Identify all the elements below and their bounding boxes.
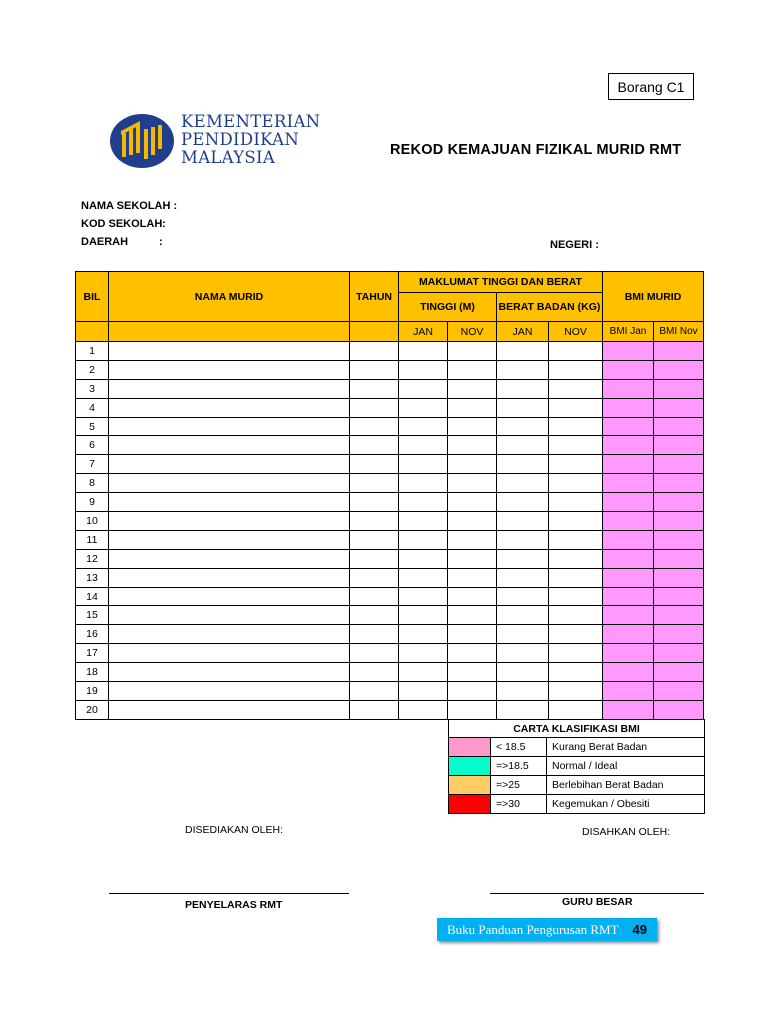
kod-sekolah-colon: : (162, 218, 166, 230)
legend-label: Kegemukan / Obesiti (547, 795, 705, 814)
berat-jan-cell[interactable] (497, 606, 549, 625)
berat-jan-cell[interactable] (497, 436, 549, 455)
tinggi-jan-cell[interactable] (399, 549, 448, 568)
bmi-jan-cell[interactable] (603, 360, 654, 379)
legend-row (449, 738, 705, 757)
tinggi-jan-cell[interactable] (399, 587, 448, 606)
student-record-table (75, 271, 704, 720)
prepared-by-label: DISEDIAKAN OLEH: (185, 824, 284, 836)
kod-sekolah-label: KOD SEKOLAH (81, 218, 163, 230)
table-row (76, 700, 704, 719)
table-row (76, 606, 704, 625)
berat-nov-cell[interactable] (549, 493, 603, 512)
table-row (76, 587, 704, 606)
footer-page-number: 49 (632, 922, 647, 937)
header-maklumat: MAKLUMAT TINGGI DAN BERAT (399, 272, 603, 293)
legend-label: Berlebihan Berat Badan (547, 776, 705, 795)
table-row (76, 530, 704, 549)
tinggi-nov-cell[interactable] (448, 436, 497, 455)
bmi-nov-cell[interactable] (654, 625, 704, 644)
legend-range: < 18.5 (491, 738, 547, 757)
table-row (76, 663, 704, 682)
legend-title: CARTA KLASIFIKASI BMI (449, 720, 705, 738)
form-code-box: Borang C1 (608, 73, 694, 100)
bmi-nov-cell[interactable] (654, 606, 704, 625)
berat-jan-cell[interactable] (497, 682, 549, 701)
daerah-label: DAERAH (81, 236, 129, 248)
berat-nov-cell[interactable] (549, 700, 603, 719)
legend-color-swatch (449, 795, 491, 814)
bmi-jan-cell[interactable] (603, 474, 654, 493)
negeri-label: NEGERI : (550, 239, 599, 251)
tinggi-jan-cell[interactable] (399, 436, 448, 455)
tinggi-nov-cell[interactable] (448, 398, 497, 417)
header-tahun-filler (350, 322, 399, 342)
bmi-nov-cell[interactable] (654, 549, 704, 568)
berat-jan-cell[interactable] (497, 663, 549, 682)
ministry-line-3: MALAYSIA (181, 148, 276, 167)
berat-jan-cell[interactable] (497, 342, 549, 361)
bmi-jan-cell[interactable] (603, 568, 654, 587)
tinggi-jan-cell[interactable] (399, 360, 448, 379)
ministry-line-1: KEMENTERIAN (181, 112, 321, 131)
legend-range: =>25 (491, 776, 547, 795)
nama-cell[interactable] (109, 360, 350, 379)
header-bil-filler (76, 322, 109, 342)
nama-cell[interactable] (109, 663, 350, 682)
berat-nov-cell[interactable] (549, 455, 603, 474)
nama-cell[interactable] (109, 644, 350, 663)
bil-cell: 7 (76, 455, 109, 474)
berat-jan-cell[interactable] (497, 379, 549, 398)
legend-label: Kurang Berat Badan (547, 738, 705, 757)
sub-header-bmi-jan: BMI Jan (603, 322, 654, 342)
legend-row (449, 776, 705, 795)
bmi-jan-cell[interactable] (603, 549, 654, 568)
tinggi-nov-cell[interactable] (448, 493, 497, 512)
bil-cell: 12 (76, 549, 109, 568)
tahun-cell[interactable] (350, 587, 399, 606)
tinggi-nov-cell[interactable] (448, 663, 497, 682)
sub-header-tinggi-jan: JAN (399, 322, 448, 342)
bmi-jan-cell[interactable] (603, 625, 654, 644)
berat-jan-cell[interactable] (497, 360, 549, 379)
bil-cell: 6 (76, 436, 109, 455)
tahun-cell[interactable] (350, 436, 399, 455)
tinggi-nov-cell[interactable] (448, 625, 497, 644)
legend-label: Normal / Ideal (547, 757, 705, 776)
nama-cell[interactable] (109, 530, 350, 549)
tinggi-jan-cell[interactable] (399, 398, 448, 417)
bmi-nov-cell[interactable] (654, 360, 704, 379)
bil-cell: 10 (76, 512, 109, 531)
legend-color-swatch (449, 738, 491, 757)
berat-jan-cell[interactable] (497, 568, 549, 587)
bmi-jan-cell[interactable] (603, 417, 654, 436)
tahun-cell[interactable] (350, 606, 399, 625)
daerah-colon: : (159, 236, 163, 248)
bmi-nov-cell[interactable] (654, 493, 704, 512)
table-row (76, 398, 704, 417)
bmi-nov-cell[interactable] (654, 455, 704, 474)
sub-header-bmi-nov: BMI Nov (654, 322, 704, 342)
bil-cell: 8 (76, 474, 109, 493)
berat-nov-cell[interactable] (549, 644, 603, 663)
legend-row (449, 757, 705, 776)
bmi-nov-cell[interactable] (654, 474, 704, 493)
bil-cell: 1 (76, 342, 109, 361)
legend-row (449, 795, 705, 814)
bmi-jan-cell[interactable] (603, 530, 654, 549)
berat-jan-cell[interactable] (497, 398, 549, 417)
tahun-cell[interactable] (350, 549, 399, 568)
bmi-jan-cell[interactable] (603, 663, 654, 682)
tinggi-jan-cell[interactable] (399, 530, 448, 549)
tahun-cell[interactable] (350, 644, 399, 663)
nama-cell[interactable] (109, 493, 350, 512)
bmi-jan-cell[interactable] (603, 398, 654, 417)
tinggi-jan-cell[interactable] (399, 682, 448, 701)
berat-jan-cell[interactable] (497, 455, 549, 474)
berat-nov-cell[interactable] (549, 606, 603, 625)
tinggi-nov-cell[interactable] (448, 512, 497, 531)
table-row (76, 549, 704, 568)
bmi-nov-cell[interactable] (654, 644, 704, 663)
berat-jan-cell[interactable] (497, 530, 549, 549)
bil-cell: 17 (76, 644, 109, 663)
bmi-nov-cell[interactable] (654, 587, 704, 606)
bil-cell: 20 (76, 700, 109, 719)
bil-cell: 19 (76, 682, 109, 701)
table-row (76, 417, 704, 436)
tinggi-nov-cell[interactable] (448, 644, 497, 663)
tahun-cell[interactable] (350, 474, 399, 493)
berat-jan-cell[interactable] (497, 512, 549, 531)
berat-nov-cell[interactable] (549, 379, 603, 398)
bil-cell: 16 (76, 625, 109, 644)
berat-nov-cell[interactable] (549, 436, 603, 455)
bmi-nov-cell[interactable] (654, 700, 704, 719)
berat-nov-cell[interactable] (549, 663, 603, 682)
bil-cell: 4 (76, 398, 109, 417)
berat-nov-cell[interactable] (549, 625, 603, 644)
tahun-cell[interactable] (350, 379, 399, 398)
nama-cell[interactable] (109, 568, 350, 587)
tinggi-jan-cell[interactable] (399, 663, 448, 682)
berat-nov-cell[interactable] (549, 417, 603, 436)
legend-range: =>30 (491, 795, 547, 814)
bmi-nov-cell[interactable] (654, 342, 704, 361)
table-row (76, 455, 704, 474)
nama-cell[interactable] (109, 342, 350, 361)
footer-bar (437, 918, 657, 941)
tahun-cell[interactable] (350, 663, 399, 682)
legend-range: =>18.5 (491, 757, 547, 776)
berat-nov-cell[interactable] (549, 549, 603, 568)
berat-nov-cell[interactable] (549, 587, 603, 606)
nama-cell[interactable] (109, 474, 350, 493)
table-row (76, 512, 704, 531)
bil-cell: 14 (76, 587, 109, 606)
tinggi-jan-cell[interactable] (399, 606, 448, 625)
bmi-nov-cell[interactable] (654, 530, 704, 549)
berat-jan-cell[interactable] (497, 549, 549, 568)
nama-cell[interactable] (109, 682, 350, 701)
tahun-cell[interactable] (350, 398, 399, 417)
approved-signature-line (490, 893, 704, 894)
tinggi-nov-cell[interactable] (448, 587, 497, 606)
ministry-logo-text (181, 113, 320, 167)
bil-cell: 18 (76, 663, 109, 682)
ministry-logo-emblem (109, 113, 175, 169)
tinggi-jan-cell[interactable] (399, 342, 448, 361)
nama-cell[interactable] (109, 512, 350, 531)
bmi-nov-cell[interactable] (654, 512, 704, 531)
berat-jan-cell[interactable] (497, 625, 549, 644)
approved-by-label: DISAHKAN OLEH: (582, 826, 671, 838)
bmi-nov-cell[interactable] (654, 398, 704, 417)
tinggi-nov-cell[interactable] (448, 700, 497, 719)
tinggi-jan-cell[interactable] (399, 474, 448, 493)
table-row (76, 436, 704, 455)
tahun-cell[interactable] (350, 530, 399, 549)
bmi-jan-cell[interactable] (603, 682, 654, 701)
tinggi-nov-cell[interactable] (448, 682, 497, 701)
tinggi-jan-cell[interactable] (399, 512, 448, 531)
tahun-cell[interactable] (350, 417, 399, 436)
tahun-cell[interactable] (350, 493, 399, 512)
bil-cell: 3 (76, 379, 109, 398)
bmi-jan-cell[interactable] (603, 700, 654, 719)
bil-cell: 9 (76, 493, 109, 512)
nama-cell[interactable] (109, 455, 350, 474)
table-row (76, 360, 704, 379)
berat-jan-cell[interactable] (497, 493, 549, 512)
bil-cell: 5 (76, 417, 109, 436)
nama-sekolah-label: NAMA SEKOLAH : (81, 200, 178, 212)
header-tahun: TAHUN (350, 272, 399, 322)
tahun-cell[interactable] (350, 455, 399, 474)
tinggi-jan-cell[interactable] (399, 700, 448, 719)
berat-jan-cell[interactable] (497, 417, 549, 436)
header-nama-filler (109, 322, 350, 342)
tinggi-nov-cell[interactable] (448, 549, 497, 568)
header-berat-badan: BERAT BADAN (KG) (497, 293, 603, 322)
bmi-classification-legend (448, 719, 705, 814)
tinggi-nov-cell[interactable] (448, 360, 497, 379)
tinggi-nov-cell[interactable] (448, 379, 497, 398)
nama-cell[interactable] (109, 417, 350, 436)
berat-nov-cell[interactable] (549, 512, 603, 531)
table-row (76, 568, 704, 587)
tinggi-nov-cell[interactable] (448, 530, 497, 549)
tahun-cell[interactable] (350, 342, 399, 361)
berat-nov-cell[interactable] (549, 682, 603, 701)
tinggi-jan-cell[interactable] (399, 417, 448, 436)
ministry-line-2: PENDIDIKAN (181, 130, 300, 149)
nama-cell[interactable] (109, 398, 350, 417)
tahun-cell[interactable] (350, 682, 399, 701)
prepared-role: PENYELARAS RMT (185, 899, 283, 911)
approved-role: GURU BESAR (562, 896, 633, 908)
bmi-jan-cell[interactable] (603, 493, 654, 512)
berat-nov-cell[interactable] (549, 342, 603, 361)
nama-cell[interactable] (109, 379, 350, 398)
tinggi-jan-cell[interactable] (399, 493, 448, 512)
bmi-jan-cell[interactable] (603, 436, 654, 455)
tinggi-jan-cell[interactable] (399, 625, 448, 644)
berat-nov-cell[interactable] (549, 568, 603, 587)
bil-cell: 2 (76, 360, 109, 379)
header-bmi-murid: BMI MURID (603, 272, 704, 322)
table-row (76, 493, 704, 512)
table-row (76, 682, 704, 701)
tinggi-jan-cell[interactable] (399, 379, 448, 398)
bil-cell: 13 (76, 568, 109, 587)
tahun-cell[interactable] (350, 700, 399, 719)
tinggi-jan-cell[interactable] (399, 644, 448, 663)
tinggi-nov-cell[interactable] (448, 455, 497, 474)
bmi-jan-cell[interactable] (603, 587, 654, 606)
berat-jan-cell[interactable] (497, 587, 549, 606)
form-title: REKOD KEMAJUAN FIZIKAL MURID RMT (390, 142, 682, 158)
berat-nov-cell[interactable] (549, 398, 603, 417)
bmi-jan-cell[interactable] (603, 379, 654, 398)
berat-nov-cell[interactable] (549, 360, 603, 379)
bmi-nov-cell[interactable] (654, 568, 704, 587)
bmi-nov-cell[interactable] (654, 436, 704, 455)
bil-cell: 15 (76, 606, 109, 625)
sub-header-berat-nov: NOV (549, 322, 603, 342)
tahun-cell[interactable] (350, 360, 399, 379)
table-row (76, 625, 704, 644)
tinggi-jan-cell[interactable] (399, 455, 448, 474)
nama-cell[interactable] (109, 436, 350, 455)
berat-nov-cell[interactable] (549, 474, 603, 493)
berat-nov-cell[interactable] (549, 530, 603, 549)
bmi-jan-cell[interactable] (603, 455, 654, 474)
nama-cell[interactable] (109, 587, 350, 606)
footer-book-title: Buku Panduan Pengurusan RMT (447, 921, 619, 937)
bmi-nov-cell[interactable] (654, 682, 704, 701)
legend-color-swatch (449, 776, 491, 795)
header-tinggi: TINGGI (M) (399, 293, 497, 322)
nama-cell[interactable] (109, 549, 350, 568)
table-row (76, 379, 704, 398)
sub-header-tinggi-nov: NOV (448, 322, 497, 342)
bmi-jan-cell[interactable] (603, 606, 654, 625)
bmi-nov-cell[interactable] (654, 417, 704, 436)
tinggi-jan-cell[interactable] (399, 568, 448, 587)
legend-color-swatch (449, 757, 491, 776)
berat-jan-cell[interactable] (497, 700, 549, 719)
berat-jan-cell[interactable] (497, 644, 549, 663)
tinggi-nov-cell[interactable] (448, 474, 497, 493)
nama-cell[interactable] (109, 606, 350, 625)
tahun-cell[interactable] (350, 512, 399, 531)
sub-header-berat-jan: JAN (497, 322, 549, 342)
table-row (76, 474, 704, 493)
tinggi-nov-cell[interactable] (448, 342, 497, 361)
bmi-nov-cell[interactable] (654, 663, 704, 682)
bmi-jan-cell[interactable] (603, 644, 654, 663)
tahun-cell[interactable] (350, 625, 399, 644)
table-row (76, 342, 704, 361)
tinggi-nov-cell[interactable] (448, 417, 497, 436)
bmi-jan-cell[interactable] (603, 512, 654, 531)
header-nama-murid: NAMA MURID (109, 272, 350, 322)
berat-jan-cell[interactable] (497, 474, 549, 493)
nama-cell[interactable] (109, 700, 350, 719)
bmi-nov-cell[interactable] (654, 379, 704, 398)
prepared-signature-line (109, 893, 349, 894)
nama-cell[interactable] (109, 625, 350, 644)
tinggi-nov-cell[interactable] (448, 568, 497, 587)
table-row (76, 644, 704, 663)
bmi-jan-cell[interactable] (603, 342, 654, 361)
bil-cell: 11 (76, 530, 109, 549)
tinggi-nov-cell[interactable] (448, 606, 497, 625)
header-bil: BIL (76, 272, 109, 322)
tahun-cell[interactable] (350, 568, 399, 587)
